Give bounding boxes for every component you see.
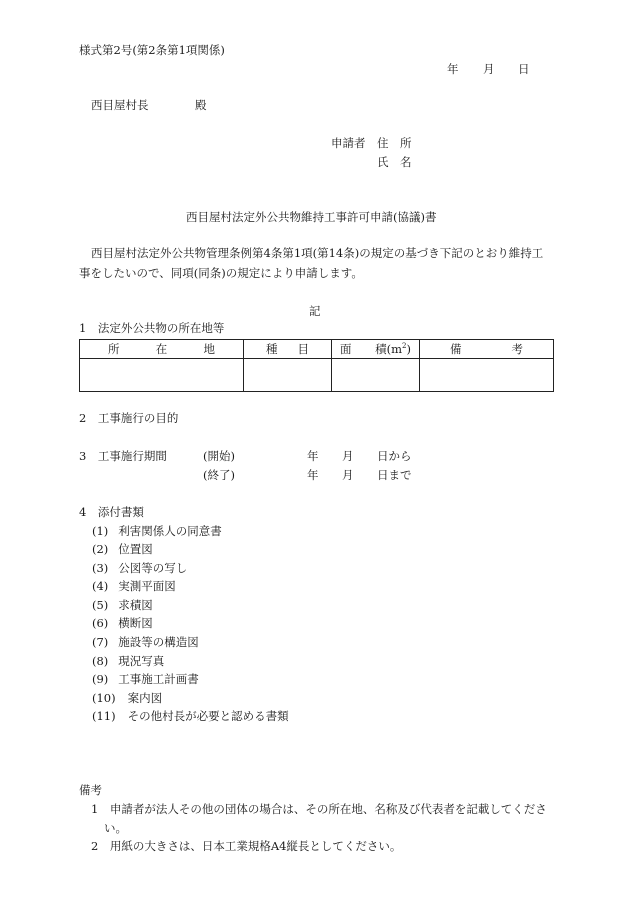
location-table-header [80,340,554,359]
applicant-name-label: 氏 名 [377,155,412,169]
addressee-honorific: 殿 [195,98,207,112]
period-end-month: 月 [342,468,354,482]
list-item: (3) 公図等の写し [92,561,188,575]
note-1-line2: い。 [104,821,127,835]
col-type: 種 目 [244,340,332,359]
applicant-address-label: 住 所 [377,136,412,150]
section4-heading: 4 添付書類 [79,505,144,519]
period-start-month: 月 [342,449,354,463]
period-end-day: 日まで [377,468,412,482]
list-item: (10) 案内図 [92,691,163,705]
form-number: 様式第2号(第2条第1項関係) [79,43,225,57]
date-year: 年 [447,62,459,76]
col-remarks: 備 考 [420,340,554,359]
applicant-label: 申請者 [331,136,366,150]
list-item: (2) 位置図 [92,542,153,556]
period-start-day: 日から [377,449,412,463]
note-1-line1: 1 申請者が法人その他の団体の場合は、その所在地、名称及び代表者を記載してくださ [91,802,547,816]
list-item: (5) 求積図 [92,598,153,612]
date-day: 日 [518,62,530,76]
col-location: 所 在 地 [80,340,244,359]
addressee-name: 西目屋村長 [91,98,149,112]
list-item: (11) その他村長が必要と認める書類 [92,709,289,723]
list-item: (9) 工事施工計画書 [92,672,199,686]
list-item: (1) 利害関係人の同意書 [92,524,222,538]
col-area: 面 積(m2) [332,340,420,359]
cell-location[interactable] [80,359,244,392]
period-start-year: 年 [307,449,319,463]
section2-heading: 2 工事施行の目的 [79,411,179,425]
cell-type[interactable] [244,359,332,392]
document-title: 西目屋村法定外公共物維持工事許可申請(協議)書 [186,210,437,224]
list-item: (8) 現況写真 [92,654,165,668]
cell-remarks[interactable] [420,359,554,392]
date-month: 月 [483,62,495,76]
location-table-row [80,359,554,392]
section3-heading: 3 工事施行期間 [79,449,167,463]
period-end-label: (終了) [203,468,235,482]
period-start-label: (開始) [203,449,235,463]
period-end-year: 年 [307,468,319,482]
list-item: (4) 実測平面図 [92,579,176,593]
list-item: (7) 施設等の構造図 [92,635,199,649]
list-item: (6) 横断図 [92,616,153,630]
section1-heading: 1 法定外公共物の所在地等 [79,321,225,335]
notes-heading: 備考 [79,783,102,797]
cell-area[interactable] [332,359,420,392]
location-table [79,339,554,392]
body-text-line1: 西目屋村法定外公共物管理条例第4条第1項(第14条)の規定の基づき下記のとおり維持工 [91,246,544,260]
note-2: 2 用紙の大きさは、日本工業規格A4縦長としてください。 [91,839,402,853]
ki-heading: 記 [309,304,321,318]
body-text-line2: 事をしたいので、同項(同条)の規定により申請します。 [79,266,363,280]
